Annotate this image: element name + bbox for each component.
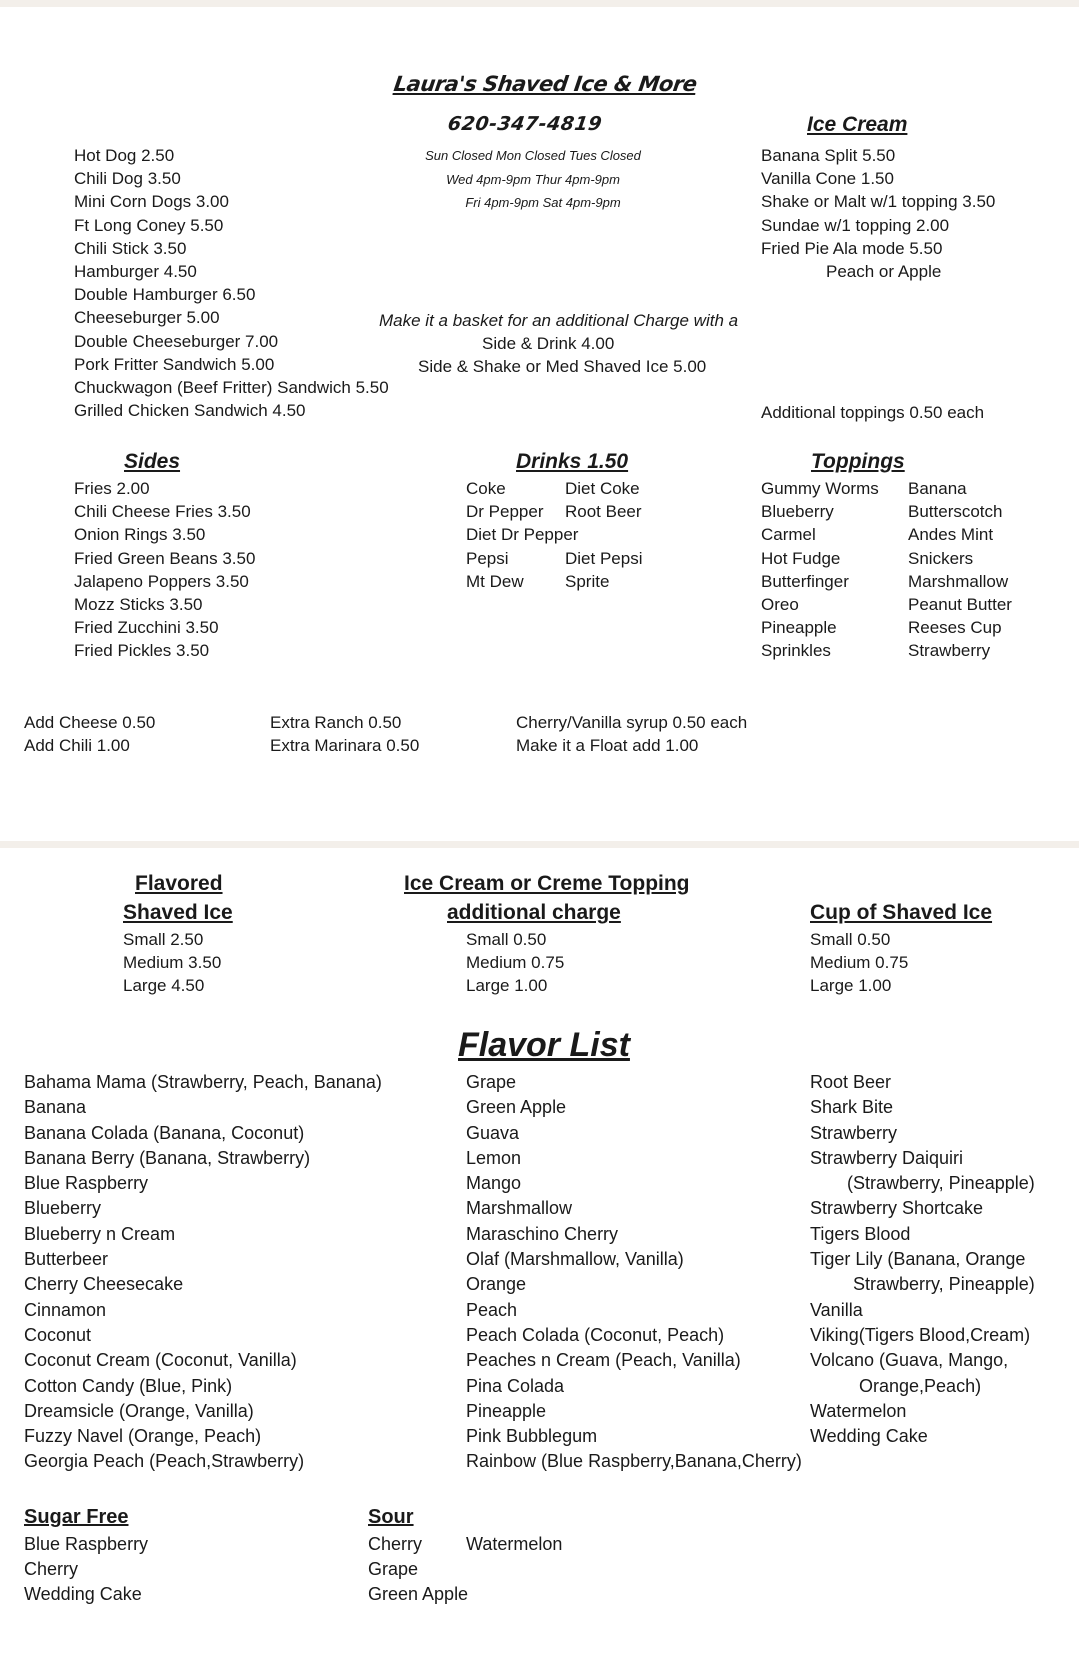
list-item: Bahama Mama (Strawberry, Peach, Banana)	[24, 1072, 382, 1092]
list-item: Peaches n Cream (Peach, Vanilla)	[466, 1350, 741, 1371]
list-item: Peanut Butter	[908, 594, 1012, 614]
list-item: Mini Corn Dogs 3.00	[74, 192, 229, 212]
list-item: Tigers Blood	[810, 1223, 911, 1244]
basket-note-2: Side & Drink 4.00	[482, 334, 615, 353]
phone-number: 620-347-4819	[446, 113, 604, 135]
list-item: Shake or Malt w/1 topping 3.50	[761, 192, 996, 212]
extras-col-1	[24, 711, 155, 757]
list-item: Chili Dog 3.50	[74, 169, 181, 189]
list-item: Peach	[466, 1299, 518, 1320]
list-item: Add Cheese 0.50	[24, 713, 156, 732]
list-item: Blueberry n Cream	[24, 1223, 176, 1244]
list-item: Volcano (Guava, Mango,	[810, 1350, 1009, 1371]
sour-title: Sour	[368, 1506, 414, 1528]
list-item: Pina Colada	[466, 1375, 565, 1396]
flavor-col-1	[24, 1070, 382, 1475]
top-divider	[0, 0, 1079, 7]
extras-col-3	[516, 711, 747, 757]
list-item: Wedding Cake	[810, 1426, 928, 1447]
list-item: Shark Bite	[810, 1097, 894, 1118]
list-item: Strawberry	[908, 641, 991, 661]
list-item: Hot Dog 2.50	[74, 146, 175, 165]
food-list	[74, 144, 389, 422]
list-item: Make it a Float add 1.00	[516, 736, 699, 756]
list-item: Orange,Peach)	[859, 1375, 982, 1396]
list-item: Onion Rings 3.50	[74, 525, 206, 545]
list-item: Small 0.50	[810, 930, 891, 949]
list-item: Gummy Worms	[761, 479, 879, 498]
list-item: Olaf (Marshmallow, Vanilla)	[466, 1249, 684, 1270]
list-item: Marshmallow	[908, 571, 1009, 591]
section-divider	[0, 841, 1079, 848]
hours-line-2: Wed 4pm-9pm Thur 4pm-9pm	[446, 172, 620, 187]
list-item: Ft Long Coney 5.50	[74, 215, 224, 235]
list-item: Cotton Candy (Blue, Pink)	[24, 1375, 233, 1396]
list-item: Tiger Lily (Banana, Orange	[810, 1249, 1026, 1270]
list-item: Cheeseburger 5.00	[74, 308, 220, 328]
list-item: Double Hamburger 6.50	[74, 285, 256, 305]
sides-title: Sides	[124, 450, 181, 473]
list-item: Fried Pickles 3.50	[74, 641, 210, 661]
list-item: Cherry	[368, 1534, 423, 1554]
list-item: Chili Cheese Fries 3.50	[74, 502, 251, 522]
creme-topping-sizes	[466, 928, 564, 998]
list-item: Blueberry	[24, 1198, 102, 1219]
flavor-list-title: Flavor List	[458, 1026, 630, 1064]
list-item: Pineapple	[761, 618, 837, 638]
list-item: Banana	[24, 1097, 87, 1118]
sour-col-1	[368, 1532, 468, 1607]
list-item: Blue Raspberry	[24, 1173, 149, 1194]
list-item: Cherry	[24, 1559, 79, 1579]
list-item: Fried Zucchini 3.50	[74, 618, 219, 638]
list-item: Sprinkles	[761, 641, 831, 661]
list-item: Root Beer	[565, 502, 642, 522]
list-item: Diet Pepsi	[565, 548, 643, 568]
list-item: Butterbeer	[24, 1249, 109, 1270]
brand-title: Laura's Shaved Ice & More	[392, 72, 699, 96]
list-item: Fried Green Beans 3.50	[74, 548, 256, 568]
ice-cream-title: Ice Cream	[807, 113, 908, 136]
list-item: Lemon	[466, 1147, 522, 1168]
list-item: Butterfinger	[761, 571, 849, 591]
list-item: Rainbow (Blue Raspberry,Banana,Cherry)	[466, 1451, 802, 1472]
list-item: Green Apple	[368, 1584, 469, 1604]
flavor-col-2	[466, 1070, 802, 1475]
flavor-col-3	[810, 1070, 1035, 1449]
list-item: Banana	[908, 479, 967, 498]
additional-toppings: Additional toppings 0.50 each	[761, 403, 985, 422]
drinks-col-1	[466, 477, 578, 593]
list-item: Strawberry	[810, 1122, 898, 1143]
list-item: Cherry/Vanilla syrup 0.50 each	[516, 713, 748, 732]
list-item: Sundae w/1 topping 2.00	[761, 215, 950, 235]
list-item: Grilled Chicken Sandwich 4.50	[74, 401, 306, 421]
list-item: Viking(Tigers Blood,Cream)	[810, 1324, 1031, 1345]
list-item: Root Beer	[810, 1072, 892, 1092]
list-item: Fries 2.00	[74, 479, 150, 498]
shaved-ice-title-1: Flavored	[135, 872, 223, 895]
list-item: Peach Colada (Coconut, Peach)	[466, 1324, 725, 1345]
list-item: Pink Bubblegum	[466, 1426, 598, 1447]
list-item: Vanilla	[810, 1299, 863, 1320]
extras-col-2	[270, 711, 419, 757]
list-item: Hamburger 4.50	[74, 261, 197, 281]
list-item: Orange	[466, 1274, 527, 1295]
drinks-col-2	[565, 477, 642, 593]
basket-note-3: Side & Shake or Med Shaved Ice 5.00	[418, 357, 707, 376]
shaved-ice-sizes	[123, 928, 221, 998]
list-item: Mango	[466, 1173, 522, 1194]
drinks-title: Drinks 1.50	[516, 450, 629, 473]
list-item: Diet Coke	[565, 479, 640, 498]
list-item: Large 1.00	[810, 976, 892, 996]
creme-topping-title-2: additional charge	[447, 901, 621, 924]
list-item: Medium 0.75	[466, 953, 565, 973]
list-item: Banana Berry (Banana, Strawberry)	[24, 1147, 311, 1168]
list-item: Watermelon	[810, 1400, 907, 1421]
list-item: Oreo	[761, 594, 799, 614]
list-item: Coconut Cream (Coconut, Vanilla)	[24, 1350, 297, 1371]
list-item: Dr Pepper	[466, 502, 544, 522]
list-item: Add Chili 1.00	[24, 736, 130, 756]
list-item: Snickers	[908, 548, 974, 568]
toppings-title: Toppings	[811, 450, 905, 473]
list-item: Medium 0.75	[810, 953, 909, 973]
list-item: Georgia Peach (Peach,Strawberry)	[24, 1451, 305, 1472]
list-item: Chili Stick 3.50	[74, 238, 187, 258]
list-item: Maraschino Cherry	[466, 1223, 619, 1244]
list-item: Extra Marinara 0.50	[270, 736, 420, 756]
list-item: Double Cheeseburger 7.00	[74, 331, 279, 351]
list-item: Butterscotch	[908, 502, 1003, 522]
list-item: Grape	[368, 1559, 419, 1579]
ice-cream-sub: Peach or Apple	[826, 262, 942, 281]
list-item: Banana Split 5.50	[761, 146, 896, 165]
list-item: Blueberry	[761, 502, 834, 522]
list-item: Guava	[466, 1122, 520, 1143]
list-item: Grape	[466, 1072, 517, 1092]
list-item: Jalapeno Poppers 3.50	[74, 571, 249, 591]
list-item: Pork Fritter Sandwich 5.00	[74, 354, 275, 374]
list-item: Large 1.00	[466, 976, 548, 996]
list-item: Cinnamon	[24, 1299, 107, 1320]
toppings-col-2	[908, 477, 1012, 663]
list-item: Carmel	[761, 525, 816, 545]
list-item: Watermelon	[466, 1534, 563, 1554]
list-item: Chuckwagon (Beef Fritter) Sandwich 5.50	[74, 377, 389, 397]
list-item: Strawberry Daiquiri	[810, 1147, 964, 1168]
cup-title: Cup of Shaved Ice	[810, 901, 993, 924]
basket-note-1: Make it a basket for an additional Charge with a	[379, 311, 739, 330]
sour-col-2	[466, 1532, 562, 1557]
list-item: Mt Dew	[466, 571, 524, 591]
list-item: Pepsi	[466, 548, 509, 568]
list-item: Andes Mint	[908, 525, 994, 545]
list-item: Cherry Cheesecake	[24, 1274, 184, 1295]
list-item: Coke	[466, 479, 506, 498]
list-item: Reeses Cup	[908, 618, 1002, 638]
list-item: Hot Fudge	[761, 548, 841, 568]
list-item: Wedding Cake	[24, 1584, 142, 1604]
list-item: Marshmallow	[466, 1198, 573, 1219]
list-item: Small 0.50	[466, 930, 547, 949]
list-item: Sprite	[565, 571, 610, 591]
hours-line-3: Fri 4pm-9pm Sat 4pm-9pm	[465, 195, 621, 210]
list-item: Green Apple	[466, 1097, 567, 1118]
list-item: Coconut	[24, 1324, 92, 1345]
list-item	[565, 523, 642, 546]
hours-line-1: Sun Closed Mon Closed Tues Closed	[425, 148, 641, 163]
list-item: Diet Dr Pepper	[466, 525, 579, 545]
list-item: Vanilla Cone 1.50	[761, 169, 894, 189]
cup-sizes	[810, 928, 908, 998]
sides-list	[74, 477, 255, 663]
list-item: (Strawberry, Pineapple)	[847, 1173, 1035, 1194]
list-item: Large 4.50	[123, 976, 205, 996]
list-item: Extra Ranch 0.50	[270, 713, 402, 732]
list-item: Dreamsicle (Orange, Vanilla)	[24, 1400, 254, 1421]
list-item: Fried Pie Ala mode 5.50	[761, 238, 943, 258]
list-item: Banana Colada (Banana, Coconut)	[24, 1122, 305, 1143]
sugar-free-title: Sugar Free	[24, 1506, 129, 1528]
list-item: Strawberry Shortcake	[810, 1198, 984, 1219]
list-item: Fuzzy Navel (Orange, Peach)	[24, 1426, 262, 1447]
list-item: Strawberry, Pineapple)	[853, 1274, 1035, 1295]
toppings-col-1	[761, 477, 879, 663]
list-item: Pineapple	[466, 1400, 547, 1421]
list-item: Medium 3.50	[123, 953, 222, 973]
list-item: Blue Raspberry	[24, 1534, 149, 1554]
list-item: Mozz Sticks 3.50	[74, 594, 203, 614]
list-item: Small 2.50	[123, 930, 204, 949]
shaved-ice-title-2: Shaved Ice	[123, 901, 233, 924]
sugar-free-list	[24, 1532, 148, 1607]
creme-topping-title-1: Ice Cream or Creme Topping	[404, 872, 690, 895]
ice-cream-list	[761, 144, 995, 260]
